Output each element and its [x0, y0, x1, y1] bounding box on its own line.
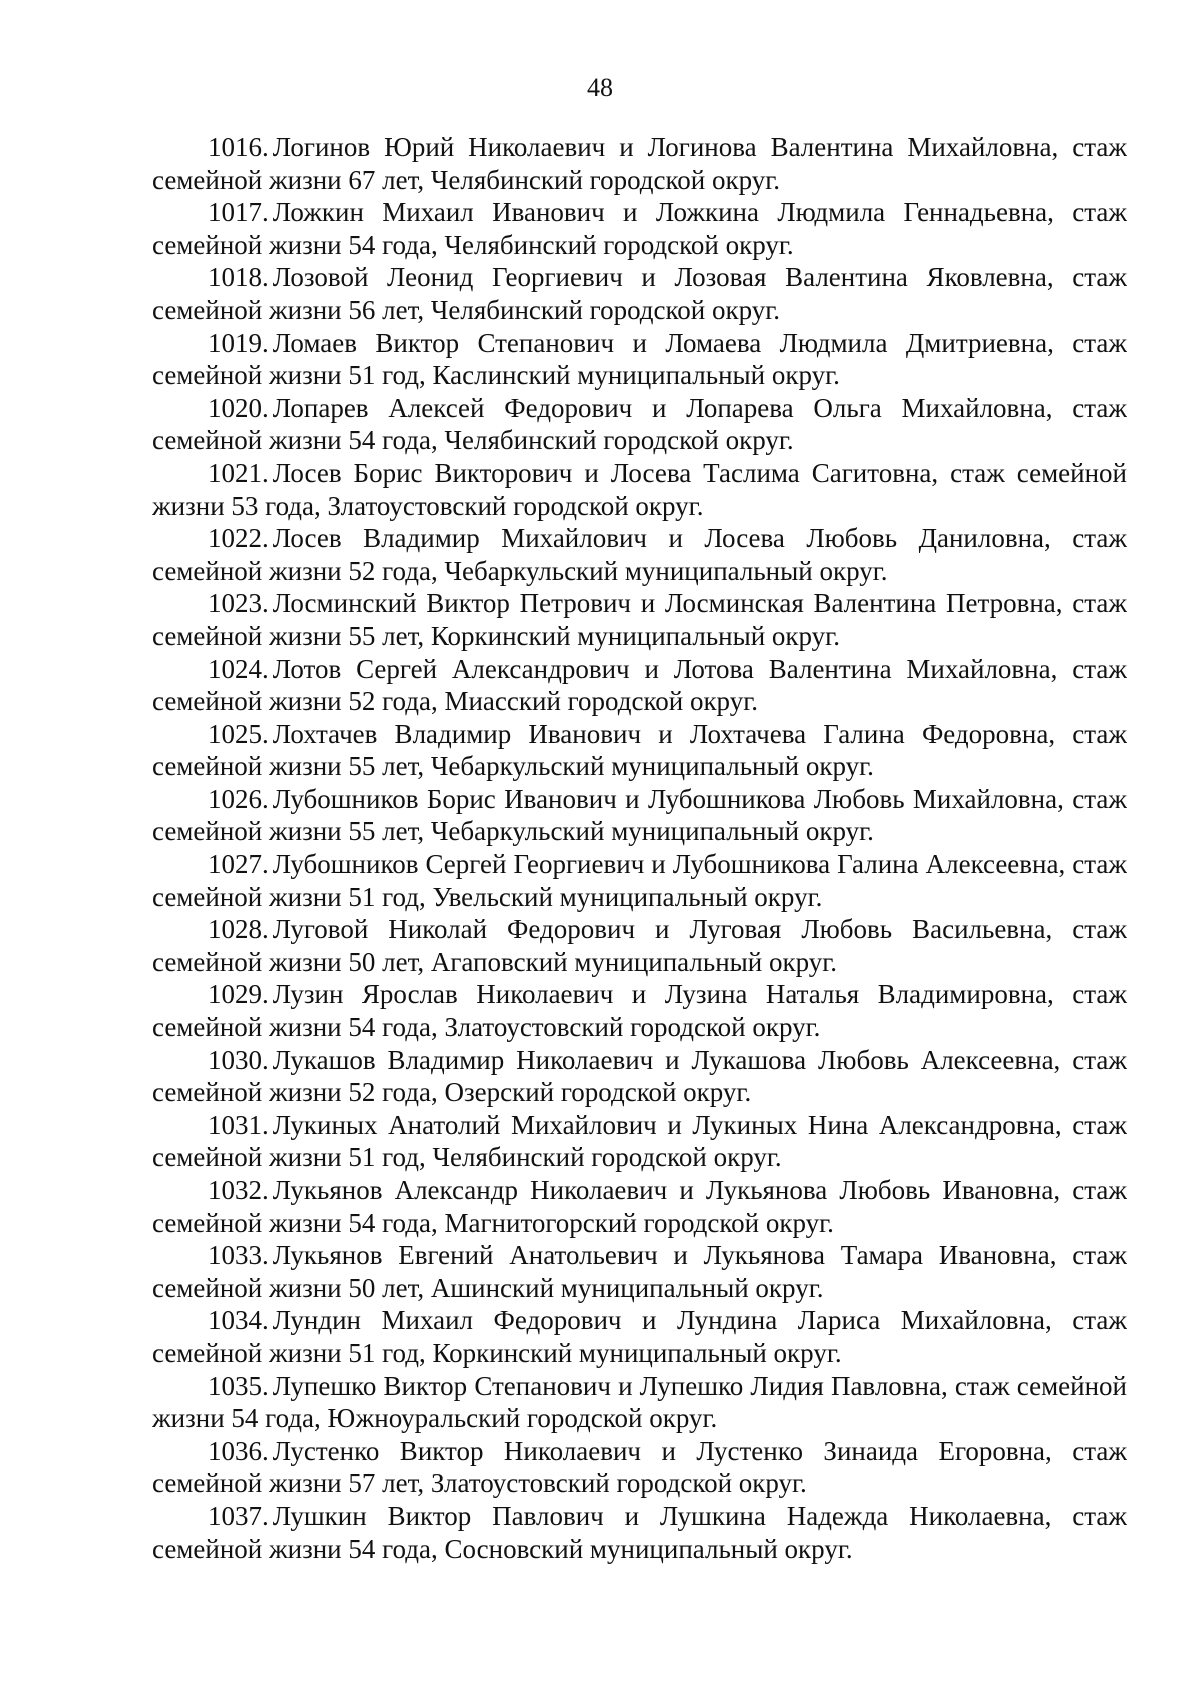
entry-number: 1021.: [208, 457, 269, 488]
list-item: [152, 978, 1127, 1043]
page-number: 48: [587, 73, 613, 102]
entry-text: Лосминский Виктор Петрович и Лосминская Валентина Петровна, стаж семейной жизни 55 лет, Коркинский муниципальный округ.: [152, 588, 1127, 651]
list-item: [152, 1500, 1127, 1565]
entry-text: Лозовой Леонид Георгиевич и Лозовая Валентина Яковлевна, стаж семейной жизни 56 лет, Челябинский городской округ.: [152, 262, 1127, 325]
list-item: [152, 587, 1127, 652]
list-item: [152, 913, 1127, 978]
entry-number: 1035.: [208, 1370, 269, 1401]
entry-text: Лундин Михаил Федорович и Лундина Лариса Михайловна, стаж семейной жизни 51 год, Коркинский муниципальный округ.: [152, 1305, 1127, 1368]
list-item: [152, 522, 1127, 587]
list-item: [152, 1304, 1127, 1369]
list-item: [152, 653, 1127, 718]
list-item: [152, 783, 1127, 848]
entry-text: Луговой Николай Федорович и Луговая Любовь Васильевна, стаж семейной жизни 50 лет, Агаповский муниципальный округ.: [152, 914, 1127, 977]
entry-text: Лохтачев Владимир Иванович и Лохтачева Галина Федоровна, стаж семейной жизни 55 лет, Чебаркульский муниципальный округ.: [152, 718, 1127, 782]
list-item: [152, 327, 1127, 392]
entry-text: Лосев Владимир Михайлович и Лосева Любовь Даниловна, стаж семейной жизни 52 года, Чебаркульский муниципальный округ.: [152, 523, 1127, 586]
list-item: [152, 261, 1127, 326]
entry-number: 1016.: [208, 132, 269, 162]
entry-text: Лукьянов Евгений Анатольевич и Лукьянова Тамара Ивановна, стаж семейной жизни 50 лет, Ашинский муниципальный округ.: [152, 1240, 1127, 1303]
entry-text: Лубошников Борис Иванович и Лубошникова Любовь Михайловна, стаж семейной жизни 55 лет, Чебаркульский муниципальный округ.: [152, 783, 1127, 847]
entry-number: 1024.: [208, 653, 269, 684]
entry-number: 1026.: [208, 783, 269, 814]
entry-text: Лупешко Виктор Степанович и Лупешко Лидия Павловна, стаж семейной жизни 54 года, Южноуральский городской округ.: [152, 1370, 1127, 1434]
entry-number: 1027.: [208, 849, 269, 880]
entry-text: Лукьянов Александр Николаевич и Лукьянова Любовь Ивановна, стаж семейной жизни 54 года, Магнитогорский городской округ.: [152, 1175, 1127, 1238]
list-item: [152, 131, 1127, 196]
list-item: [152, 392, 1127, 457]
entry-text: Лушкин Виктор Павлович и Лушкина Надежда Николаевна, стаж семейной жизни 54 года, Сосновский муниципальный округ.: [152, 1500, 1127, 1564]
entry-number: 1018.: [208, 262, 269, 293]
entry-list: [152, 131, 1127, 1565]
entry-number: 1023.: [208, 588, 269, 619]
entry-number: 1017.: [208, 197, 269, 228]
list-item: [152, 196, 1127, 261]
entry-number: 1030.: [208, 1044, 269, 1075]
entry-text: Лузин Ярослав Николаевич и Лузина Наталья Владимировна, стаж семейной жизни 54 года, Златоустовский городской округ.: [152, 979, 1127, 1043]
entry-text: Ложкин Михаил Иванович и Ложкина Людмила Геннадьевна, стаж семейной жизни 54 года, Челябинский городской округ.: [152, 197, 1127, 260]
entry-number: 1037.: [208, 1500, 269, 1531]
entry-text: Лубошников Сергей Георгиевич и Лубошникова Галина Алексеевна, стаж семейной жизни 51 год, Увельский муниципальный округ.: [152, 849, 1127, 912]
entry-number: 1028.: [208, 914, 269, 945]
list-item: [152, 1370, 1127, 1435]
list-item: [152, 848, 1127, 913]
entry-text: Лотов Сергей Александрович и Лотова Валентина Михайловна, стаж семейной жизни 52 года, Миасский городской округ.: [152, 653, 1127, 717]
entry-number: 1031.: [208, 1109, 269, 1140]
entry-number: 1029.: [208, 979, 269, 1010]
list-item: [152, 1174, 1127, 1239]
entry-text: Лопарев Алексей Федорович и Лопарева Ольга Михайловна, стаж семейной жизни 54 года, Челябинский городской округ.: [152, 392, 1127, 456]
entry-text: Лустенко Виктор Николаевич и Лустенко Зинаида Егоровна, стаж семейной жизни 57 лет, Златоустовский городской округ.: [152, 1435, 1127, 1499]
entry-text: Лукиных Анатолий Михайлович и Лукиных Нина Александровна, стаж семейной жизни 51 год, Челябинский городской округ.: [152, 1109, 1127, 1173]
entry-number: 1022.: [208, 523, 269, 554]
entry-number: 1025.: [208, 718, 269, 749]
list-item: [152, 1044, 1127, 1109]
entry-text: Лосев Борис Викторович и Лосева Таслима Сагитовна, стаж семейной жизни 53 года, Златоустовский городской округ.: [152, 457, 1127, 521]
entry-number: 1033.: [208, 1240, 269, 1271]
entry-number: 1036.: [208, 1435, 269, 1466]
entry-text: Ломаев Виктор Степанович и Ломаева Людмила Дмитриевна, стаж семейной жизни 51 год, Каслинский муниципальный округ.: [152, 327, 1127, 391]
list-item: [152, 457, 1127, 522]
list-item: [152, 1435, 1127, 1500]
entry-number: 1019.: [208, 327, 269, 358]
entry-number: 1032.: [208, 1175, 269, 1205]
list-item: [152, 1239, 1127, 1304]
entry-text: Лукашов Владимир Николаевич и Лукашова Любовь Алексеевна, стаж семейной жизни 52 года, Озерский городской округ.: [152, 1044, 1127, 1108]
entry-number: 1034.: [208, 1305, 269, 1336]
entry-number: 1020.: [208, 392, 269, 423]
entry-text: Логинов Юрий Николаевич и Логинова Валентина Михайловна, стаж семейной жизни 67 лет, Челябинский городской округ.: [152, 132, 1127, 195]
list-item: [152, 718, 1127, 783]
list-item: [152, 1109, 1127, 1174]
